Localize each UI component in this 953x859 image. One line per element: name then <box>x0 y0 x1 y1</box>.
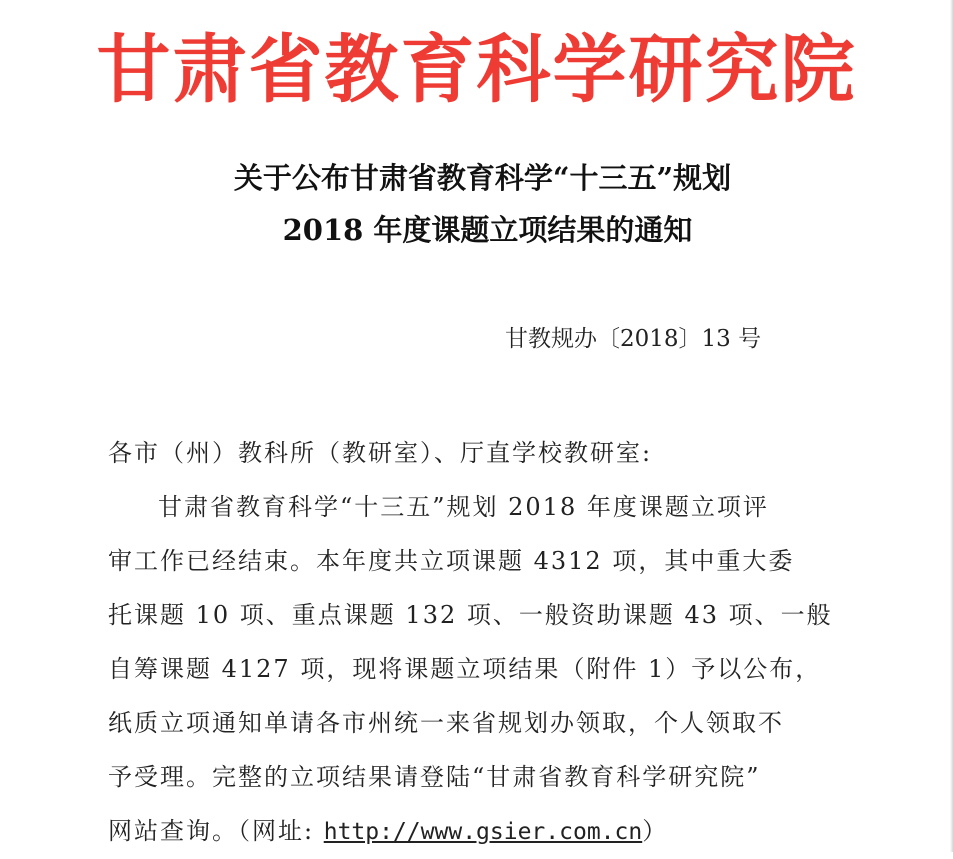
last-line-suffix: ） <box>642 817 669 845</box>
paragraph-line: 审工作已经结束。本年度共立项课题 4312 项，其中重大委 <box>108 547 795 575</box>
website-link[interactable]: http://www.gsier.com.cn <box>323 819 643 845</box>
masthead-title: 甘肃省教育科学研究院 <box>96 27 857 113</box>
notice-body <box>108 426 833 858</box>
notice-title-line-1: 关于公布甘肃省教育科学“十三五”规划 <box>233 161 732 195</box>
last-line-prefix: 网站查询。（网址: <box>108 817 324 845</box>
paragraph-line: 自筹课题 4127 项，现将课题立项结果（附件 1）予以公布， <box>108 655 822 683</box>
document-number: 甘教规办〔2018〕13 号 <box>505 326 762 352</box>
paragraph-line: 予受理。完整的立项结果请登陆“甘肃省教育科学研究院” <box>108 763 761 791</box>
paragraph-line: 纸质立项通知单请各市州统一来省规划办领取，个人领取不 <box>108 709 784 737</box>
paragraph-last-line <box>108 804 828 858</box>
paragraph-line: 托课题 10 项、重点课题 132 项、一般资助课题 43 项、一般 <box>108 601 833 629</box>
notice-title-line-2: 2018 年度课题立项结果的通知 <box>282 213 693 247</box>
salutation: 各市（州）教科所（教研室）、厅直学校教研室: <box>108 439 653 467</box>
paragraph-line: 甘肃省教育科学“十三五”规划 2018 年度课题立项评 <box>158 493 769 521</box>
